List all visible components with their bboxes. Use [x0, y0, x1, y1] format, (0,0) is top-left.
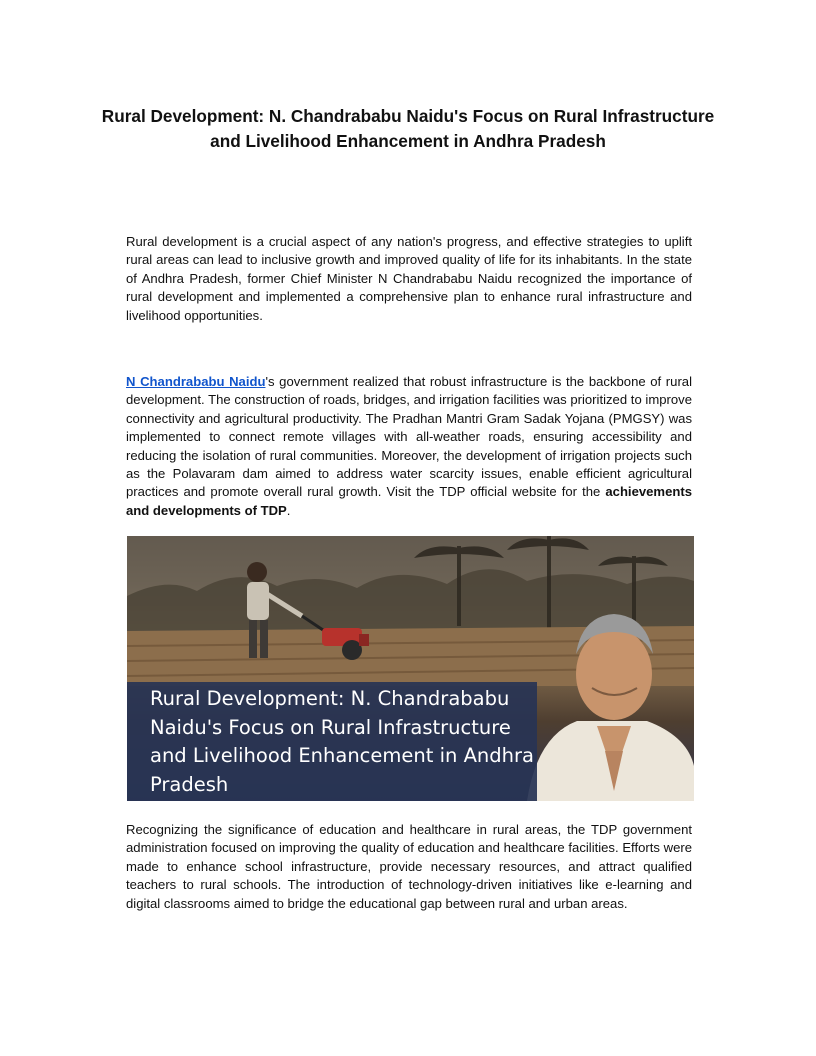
page-title: Rural Development: N. Chandrababu Naidu's Focus on Rural Infrastructure and Livelihood Enhancement in Andhra Pradesh	[101, 106, 715, 151]
banner-image	[127, 536, 694, 801]
paragraph-end-text: .	[286, 502, 291, 518]
banner-caption-text: Rural Development: N. Chandrababu Naidu's Focus on Rural Infrastructure and Livelihood Enhancement in Andhra Pradesh	[150, 687, 534, 796]
chandrababu-naidu-link[interactable]: N Chandrababu Naidu	[126, 374, 266, 389]
achievements-bold-text: achievements and developments of TDP	[126, 484, 692, 518]
infrastructure-paragraph	[126, 373, 692, 520]
intro-paragraph: Rural development is a crucial aspect of any nation's progress, and effective strategies to uplift rural areas can lead to inclusive growth and improved quality of life for its inhabitants. In the state of Andhra Pradesh, former Chief Minister N Chandrababu Naidu recognized the importance of rural development and implemented a comprehensive plan to enhance rural infrastructure and livelihood opportunities.	[126, 234, 692, 323]
education-paragraph: Recognizing the significance of education and healthcare in rural areas, the TDP government administration focused on improving the quality of education and healthcare facilities. Efforts were made to enhance school infrastructure, provide necessary resources, and attract qualified teachers to rural schools. The introduction of technology-driven initiatives like e-learning and digital classrooms aimed to bridge the educational gap between rural and urban areas.	[126, 822, 692, 911]
infrastructure-body-text: 's government realized that robust infrastructure is the backbone of rural development. The construction of roads, bridges, and irrigation facilities was prioritized to improve connectivity and agricultural productivity. The Pradhan Mantri Gram Sadak Yojana (PMGSY) was implemented to connect remote villages with all-weather roads, ensuring accessibility and reducing the isolation of rural communities. Moreover, the development of irrigation projects such as the Polavaram dam aimed to address water scarcity issues, enable efficient agricultural practices and promote overall rural growth. Visit the TDP official website for the	[126, 374, 693, 500]
